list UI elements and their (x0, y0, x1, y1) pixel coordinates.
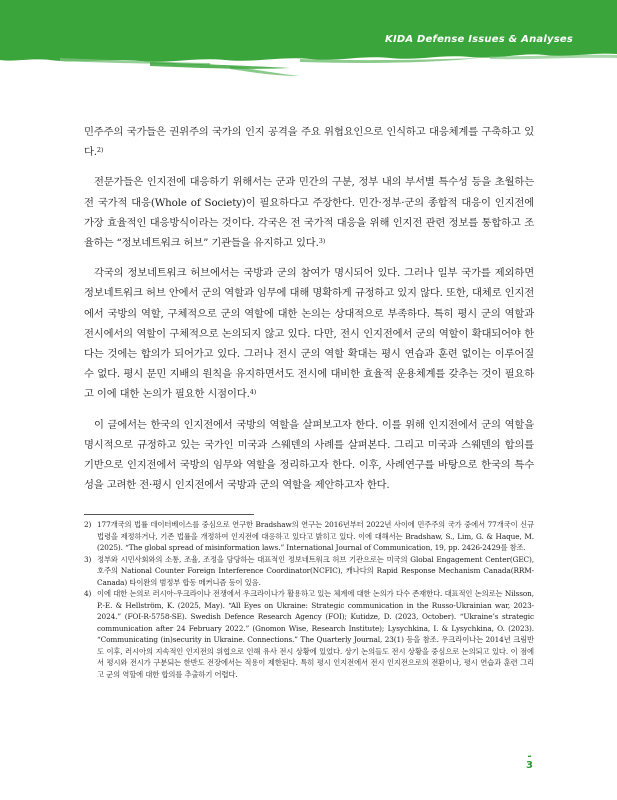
footnote-ref: 2) (96, 146, 104, 155)
footnote-number: 4) (84, 589, 92, 598)
paragraph: 이 글에서는 한국의 인지전에서 국방의 역할을 살펴보고자 한다. 이를 위해 인지전에서 군의 역할을 명시적으로 규정하고 있는 국가인 미국과 스웨덴의 사례를 살펴본다. 그리고 미국과 스웨덴의 합의를 기반으로 인지전에서 국방의 임무와 역할을 정리하고자 한다. 이후, 사례연구를 바탕으로 한국의 특수성을 고려한 전·평시 인지전에서 국방과 군의 역할을 제안하고자 한다. (84, 418, 534, 492)
paragraph: 전문가들은 인지전에 대응하기 위해서는 군과 민간의 구분, 정부 내의 부서별 특수성 등을 초월하는 전 국가적 대응(Whole of Society)이 필요하다고 주장한다. 민간·정부·군의 종합적 대응이 인지전에 가장 효율적인 대응방식이라는 것이다. 각국은 전 국가적 대응을 위해 인지전 관련 정보를 통합하고 조율하는 “정보네트워크 허브” 기관들을 유지하고 있다.$^{3)}$ (84, 176, 534, 250)
page-number-dash: - (527, 751, 532, 762)
footnote-number: 3) (84, 554, 92, 564)
page-header (0, 0, 617, 80)
paragraph: 민주주의 국가들은 권위주의 국가의 인지 공격을 주요 위협요인으로 인식하고 대응체계를 구축하고 있다.$^{2)}$ (84, 126, 534, 159)
footnote-divider (84, 514, 254, 515)
page-number (526, 751, 533, 771)
body-text (84, 122, 534, 505)
footnote-text: 정부와 시민사회와의 소통, 조율, 조정을 담당하는 대표적인 정보네트워크 허브 기관으로는 미국의 Global Engagement Center(GEC), 호주의 National Counter Foreign Interference Coordinator(NCFIC), 캐나다의 Rapid Response Mechanism Canada(RRM-Canada) 타이완의 범정부 합동 메커니즘 등이 있음. (97, 554, 534, 587)
footnote (84, 554, 534, 589)
paragraph: 각국의 정보네트워크 허브에서는 국방과 군의 참여가 명시되어 있다. 그러나 일부 국가를 제외하면 정보네트워크 허브 안에서 군의 역할과 임무에 대해 명확하게 규정하고 있지 않다. 또한, 대체로 인지전에서 국방의 역할, 구체적으로 군의 역할에 대한 논의는 상대적으로 부족하다. 특히 평시 군의 역할과 전시에서의 역할이 구체적으로 논의되지 않고 있다. 다만, 전시 인지전에서 군의 역할이 확대되어야 한다는 것에는 합의가 되어가고 있다. 그러나 전시 군의 역할 확대는 평시 연습과 훈련 없이는 이루어질 수 없다. 평시 문민 지배의 원칙을 유지하면서도 전시에 대비한 효율적 운용체계를 갖추는 것이 필요하고 이에 대한 논의가 필요한 시점이다.$^{4)}$ (84, 267, 534, 401)
footnote (84, 519, 534, 554)
header-title: KIDA Defense Issues & Analyses (385, 34, 573, 45)
footnote (84, 588, 534, 680)
footnote-text: 177개국의 법률 데이터베이스를 중심으로 연구한 Bradshaw의 연구는 2016년부터 2022년 사이에 민주주의 국가 중에서 77개국이 신규 법령을 제정하거나, 기존 법률을 개정하여 인지전에 대응하고 있다고 밝히고 있다. 이에 대해서는 Bradshaw, S., Lim, G. & Haque, M. (2025). “The global spread of misinformation laws.” International Journal of Communication, 19, pp. 2426-2429를 참조. (97, 520, 534, 552)
footnotes (84, 519, 534, 680)
footnote-text: 이에 대한 논의로 러시아-우크라이나 전쟁에서 우크라이나가 활용하고 있는 체계에 대한 논의가 다수 존재한다. 대표적인 논의로는 Nilsson, P.-E. & Hellström, K. (2025, May). “All Eyes on Ukraine: Strategic communication in the Russo-Ukrainian war, 2023-2024.” (FOI-R-5758-SE). Swedish Defence Research Agency (FOI); Kutidze, D. (2023, October). “Ukraine’s strategic communication after 24 February 2022.” (Gnomon Wise, Research Institute); Lysychkina, I. & Lysychkina, O. (2023). “Communicating (in)security in Ukraine. Connections.” The Quarterly Journal, 23(1) 등을 참조. 우크라이나는 2014년 크림반도 이후, 러시아의 지속적인 인지전의 위협으로 인해 유사 전시 상황에 있었다. 상기 논의들도 전시 상황을 중심으로 논의되고 있다. 이 점에서 평시와 전시가 구분되는 한반도 전장에서는 적용이 제한된다. 특히 평시 인지전에서 전시 인지전으로의 전환이나, 평시 연습과 훈련 그리고 군의 역할에 대한 합의를 추출하기 어렵다. (97, 589, 534, 679)
footnote-ref: 3) (318, 237, 326, 246)
footnote-number: 2) (84, 520, 92, 529)
page-number-value: 3 (526, 760, 533, 771)
footnote-ref: 4) (249, 388, 257, 397)
